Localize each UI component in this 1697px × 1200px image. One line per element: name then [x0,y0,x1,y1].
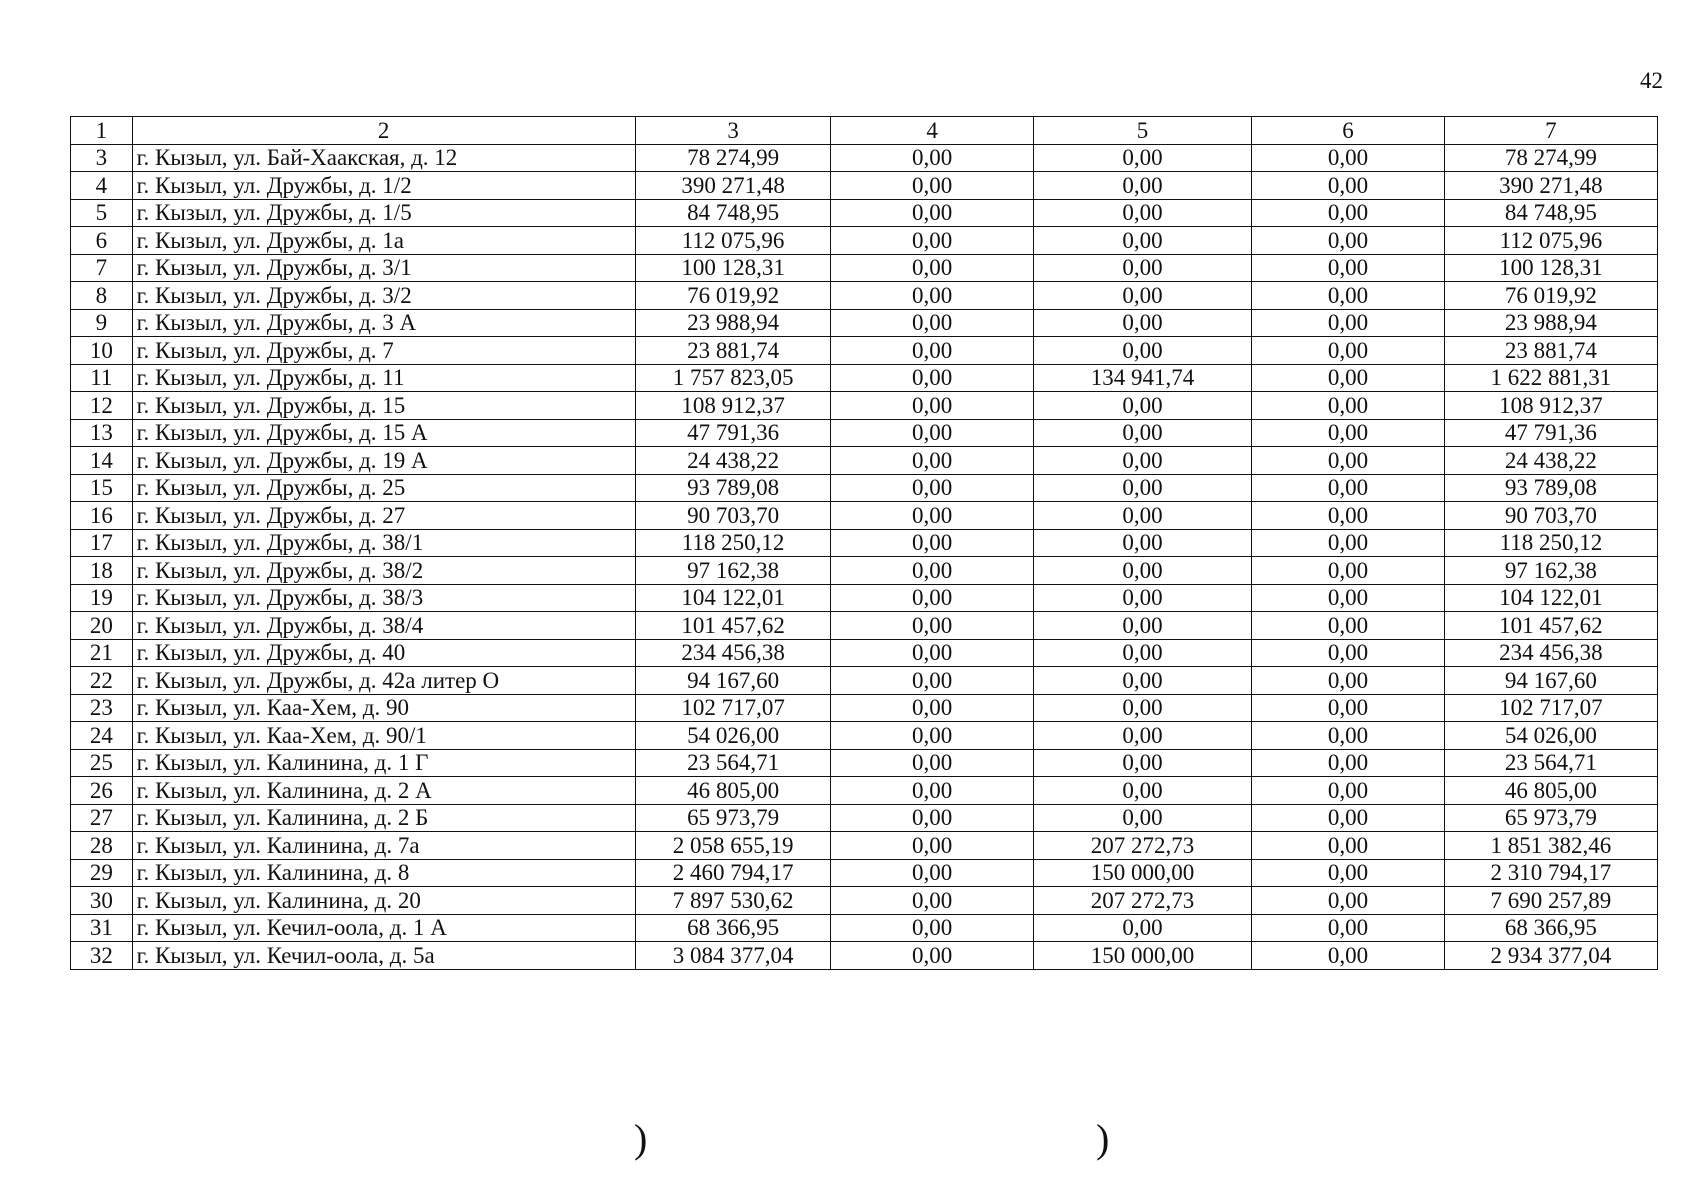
col5-cell: 0,00 [1033,282,1252,310]
address-cell: г. Кызыл, ул. Дружбы, д. 3/1 [132,254,635,282]
col6-cell: 0,00 [1252,419,1445,447]
col5-cell: 0,00 [1033,309,1252,337]
row-number-cell: 23 [71,694,133,722]
col3-cell: 84 748,95 [635,199,831,227]
col7-cell: 2 310 794,17 [1444,859,1657,887]
table-row [71,502,1658,530]
col5-cell: 0,00 [1033,612,1252,640]
col6-cell: 0,00 [1252,914,1445,942]
address-cell: г. Кызыл, ул. Дружбы, д. 38/1 [132,529,635,557]
table-row [71,777,1658,805]
col5-cell: 0,00 [1033,557,1252,585]
address-cell: г. Кызыл, ул. Калинина, д. 20 [132,887,635,915]
table-row [71,832,1658,860]
row-number-cell: 28 [71,832,133,860]
col5-cell: 0,00 [1033,777,1252,805]
col5-cell: 0,00 [1033,804,1252,832]
col7-cell: 65 973,79 [1444,804,1657,832]
col3-cell: 23 881,74 [635,337,831,365]
col4-cell: 0,00 [831,832,1033,860]
col5-cell: 207 272,73 [1033,887,1252,915]
col6-cell: 0,00 [1252,282,1445,310]
row-number-cell: 30 [71,887,133,915]
col3-cell: 3 084 377,04 [635,942,831,970]
address-cell: г. Кызыл, ул. Дружбы, д. 38/3 [132,584,635,612]
table-row [71,392,1658,420]
address-cell: г. Кызыл, ул. Дружбы, д. 1/2 [132,172,635,200]
col4-cell: 0,00 [831,777,1033,805]
col5-cell: 0,00 [1033,914,1252,942]
col5-cell: 150 000,00 [1033,859,1252,887]
address-cell: г. Кызыл, ул. Кечил-оола, д. 1 А [132,914,635,942]
col7-cell: 76 019,92 [1444,282,1657,310]
address-cell: г. Кызыл, ул. Дружбы, д. 38/4 [132,612,635,640]
col6-cell: 0,00 [1252,172,1445,200]
header-cell: 1 [71,117,133,145]
col4-cell: 0,00 [831,502,1033,530]
header-cell: 2 [132,117,635,145]
col6-cell: 0,00 [1252,502,1445,530]
row-number-cell: 32 [71,942,133,970]
col4-cell: 0,00 [831,144,1033,172]
col3-cell: 118 250,12 [635,529,831,557]
col3-cell: 2 058 655,19 [635,832,831,860]
col4-cell: 0,00 [831,282,1033,310]
col4-cell: 0,00 [831,612,1033,640]
col3-cell: 7 897 530,62 [635,887,831,915]
address-cell: г. Кызыл, ул. Калинина, д. 8 [132,859,635,887]
col3-cell: 112 075,96 [635,227,831,255]
col7-cell: 97 162,38 [1444,557,1657,585]
col6-cell: 0,00 [1252,227,1445,255]
col7-cell: 46 805,00 [1444,777,1657,805]
table-row [71,144,1658,172]
row-number-cell: 29 [71,859,133,887]
col6-cell: 0,00 [1252,254,1445,282]
col6-cell: 0,00 [1252,364,1445,392]
table-row [71,612,1658,640]
col4-cell: 0,00 [831,474,1033,502]
col4-cell: 0,00 [831,722,1033,750]
row-number-cell: 15 [71,474,133,502]
table-row [71,722,1658,750]
col5-cell: 0,00 [1033,502,1252,530]
col3-cell: 23 988,94 [635,309,831,337]
col6-cell: 0,00 [1252,392,1445,420]
col7-cell: 47 791,36 [1444,419,1657,447]
col7-cell: 1 851 382,46 [1444,832,1657,860]
col4-cell: 0,00 [831,337,1033,365]
row-number-cell: 6 [71,227,133,255]
col3-cell: 93 789,08 [635,474,831,502]
col5-cell: 0,00 [1033,529,1252,557]
col4-cell: 0,00 [831,914,1033,942]
col4-cell: 0,00 [831,529,1033,557]
table-row [71,172,1658,200]
col4-cell: 0,00 [831,804,1033,832]
col7-cell: 68 366,95 [1444,914,1657,942]
row-number-cell: 18 [71,557,133,585]
col6-cell: 0,00 [1252,639,1445,667]
address-cell: г. Кызыл, ул. Каа-Хем, д. 90/1 [132,722,635,750]
address-cell: г. Кызыл, ул. Каа-Хем, д. 90 [132,694,635,722]
address-cell: г. Кызыл, ул. Дружбы, д. 3 А [132,309,635,337]
row-number-cell: 26 [71,777,133,805]
header-cell: 7 [1444,117,1657,145]
col6-cell: 0,00 [1252,529,1445,557]
col5-cell: 207 272,73 [1033,832,1252,860]
table-row [71,749,1658,777]
col4-cell: 0,00 [831,667,1033,695]
col7-cell: 7 690 257,89 [1444,887,1657,915]
address-cell: г. Кызыл, ул. Дружбы, д. 42а литер О [132,667,635,695]
row-number-cell: 12 [71,392,133,420]
col4-cell: 0,00 [831,309,1033,337]
col7-cell: 23 564,71 [1444,749,1657,777]
table-row [71,887,1658,915]
row-number-cell: 20 [71,612,133,640]
col4-cell: 0,00 [831,392,1033,420]
address-cell: г. Кызыл, ул. Дружбы, д. 3/2 [132,282,635,310]
col3-cell: 97 162,38 [635,557,831,585]
address-cell: г. Кызыл, ул. Калинина, д. 2 А [132,777,635,805]
col4-cell: 0,00 [831,254,1033,282]
col6-cell: 0,00 [1252,777,1445,805]
row-number-cell: 16 [71,502,133,530]
table-row [71,337,1658,365]
col3-cell: 54 026,00 [635,722,831,750]
col5-cell: 150 000,00 [1033,942,1252,970]
row-number-cell: 25 [71,749,133,777]
address-cell: г. Кызыл, ул. Дружбы, д. 27 [132,502,635,530]
col3-cell: 2 460 794,17 [635,859,831,887]
col4-cell: 0,00 [831,172,1033,200]
col6-cell: 0,00 [1252,584,1445,612]
row-number-cell: 10 [71,337,133,365]
table-row [71,529,1658,557]
table-row [71,914,1658,942]
col7-cell: 112 075,96 [1444,227,1657,255]
data-table [70,116,1658,970]
row-number-cell: 19 [71,584,133,612]
address-cell: г. Кызыл, ул. Дружбы, д. 11 [132,364,635,392]
col7-cell: 104 122,01 [1444,584,1657,612]
col7-cell: 390 271,48 [1444,172,1657,200]
col3-cell: 94 167,60 [635,667,831,695]
table-row [71,859,1658,887]
address-cell: г. Кызыл, ул. Дружбы, д. 1а [132,227,635,255]
col4-cell: 0,00 [831,419,1033,447]
row-number-cell: 27 [71,804,133,832]
col5-cell: 0,00 [1033,199,1252,227]
col4-cell: 0,00 [831,557,1033,585]
col3-cell: 46 805,00 [635,777,831,805]
address-cell: г. Кызыл, ул. Кечил-оола, д. 5а [132,942,635,970]
col4-cell: 0,00 [831,639,1033,667]
col7-cell: 108 912,37 [1444,392,1657,420]
col4-cell: 0,00 [831,199,1033,227]
table-row [71,804,1658,832]
col5-cell: 0,00 [1033,584,1252,612]
address-cell: г. Кызыл, ул. Дружбы, д. 15 А [132,419,635,447]
col4-cell: 0,00 [831,584,1033,612]
row-number-cell: 4 [71,172,133,200]
col7-cell: 234 456,38 [1444,639,1657,667]
address-cell: г. Кызыл, ул. Калинина, д. 7а [132,832,635,860]
col3-cell: 65 973,79 [635,804,831,832]
scan-mark: ) [1096,1116,1110,1161]
col5-cell: 0,00 [1033,227,1252,255]
col7-cell: 93 789,08 [1444,474,1657,502]
col7-cell: 78 274,99 [1444,144,1657,172]
table-row [71,557,1658,585]
col4-cell: 0,00 [831,447,1033,475]
col6-cell: 0,00 [1252,337,1445,365]
header-row [71,117,1658,145]
row-number-cell: 14 [71,447,133,475]
col3-cell: 24 438,22 [635,447,831,475]
col5-cell: 134 941,74 [1033,364,1252,392]
col6-cell: 0,00 [1252,942,1445,970]
col6-cell: 0,00 [1252,474,1445,502]
col6-cell: 0,00 [1252,749,1445,777]
col5-cell: 0,00 [1033,172,1252,200]
table-row [71,254,1658,282]
col6-cell: 0,00 [1252,832,1445,860]
table-row [71,199,1658,227]
table-row [71,282,1658,310]
col3-cell: 234 456,38 [635,639,831,667]
col4-cell: 0,00 [831,694,1033,722]
row-number-cell: 24 [71,722,133,750]
row-number-cell: 22 [71,667,133,695]
address-cell: г. Кызыл, ул. Дружбы, д. 19 А [132,447,635,475]
col4-cell: 0,00 [831,227,1033,255]
col5-cell: 0,00 [1033,419,1252,447]
col6-cell: 0,00 [1252,557,1445,585]
col3-cell: 104 122,01 [635,584,831,612]
row-number-cell: 31 [71,914,133,942]
col3-cell: 100 128,31 [635,254,831,282]
col7-cell: 102 717,07 [1444,694,1657,722]
table-row [71,227,1658,255]
page-number: 42 [1640,68,1663,93]
table-row [71,447,1658,475]
address-cell: г. Кызыл, ул. Дружбы, д. 1/5 [132,199,635,227]
col6-cell: 0,00 [1252,694,1445,722]
col6-cell: 0,00 [1252,804,1445,832]
col7-cell: 23 881,74 [1444,337,1657,365]
col7-cell: 101 457,62 [1444,612,1657,640]
row-number-cell: 8 [71,282,133,310]
table-row [71,364,1658,392]
col5-cell: 0,00 [1033,667,1252,695]
row-number-cell: 9 [71,309,133,337]
col5-cell: 0,00 [1033,722,1252,750]
address-cell: г. Кызыл, ул. Дружбы, д. 15 [132,392,635,420]
col5-cell: 0,00 [1033,447,1252,475]
col5-cell: 0,00 [1033,749,1252,777]
address-cell: г. Кызыл, ул. Дружбы, д. 25 [132,474,635,502]
col5-cell: 0,00 [1033,337,1252,365]
col3-cell: 108 912,37 [635,392,831,420]
header-cell: 5 [1033,117,1252,145]
col4-cell: 0,00 [831,859,1033,887]
col6-cell: 0,00 [1252,309,1445,337]
col4-cell: 0,00 [831,749,1033,777]
col3-cell: 102 717,07 [635,694,831,722]
col7-cell: 90 703,70 [1444,502,1657,530]
col7-cell: 2 934 377,04 [1444,942,1657,970]
col6-cell: 0,00 [1252,199,1445,227]
col6-cell: 0,00 [1252,144,1445,172]
scan-mark: ) [634,1116,648,1161]
table-row [71,309,1658,337]
address-cell: г. Кызыл, ул. Дружбы, д. 38/2 [132,557,635,585]
address-cell: г. Кызыл, ул. Бай-Хаакская, д. 12 [132,144,635,172]
table-row [71,474,1658,502]
header-cell: 3 [635,117,831,145]
col7-cell: 23 988,94 [1444,309,1657,337]
row-number-cell: 17 [71,529,133,557]
table-row [71,419,1658,447]
col5-cell: 0,00 [1033,144,1252,172]
col3-cell: 90 703,70 [635,502,831,530]
row-number-cell: 13 [71,419,133,447]
col3-cell: 1 757 823,05 [635,364,831,392]
col3-cell: 390 271,48 [635,172,831,200]
row-number-cell: 7 [71,254,133,282]
col5-cell: 0,00 [1033,392,1252,420]
col3-cell: 76 019,92 [635,282,831,310]
col7-cell: 118 250,12 [1444,529,1657,557]
col5-cell: 0,00 [1033,694,1252,722]
address-cell: г. Кызыл, ул. Дружбы, д. 7 [132,337,635,365]
col6-cell: 0,00 [1252,667,1445,695]
col6-cell: 0,00 [1252,722,1445,750]
header-cell: 4 [831,117,1033,145]
col7-cell: 94 167,60 [1444,667,1657,695]
table-row [71,942,1658,970]
table-row [71,639,1658,667]
row-number-cell: 11 [71,364,133,392]
row-number-cell: 3 [71,144,133,172]
col4-cell: 0,00 [831,942,1033,970]
col6-cell: 0,00 [1252,612,1445,640]
col6-cell: 0,00 [1252,859,1445,887]
address-cell: г. Кызыл, ул. Дружбы, д. 40 [132,639,635,667]
col4-cell: 0,00 [831,887,1033,915]
col4-cell: 0,00 [831,364,1033,392]
address-cell: г. Кызыл, ул. Калинина, д. 2 Б [132,804,635,832]
table-row [71,694,1658,722]
col6-cell: 0,00 [1252,447,1445,475]
col7-cell: 1 622 881,31 [1444,364,1657,392]
col3-cell: 78 274,99 [635,144,831,172]
col7-cell: 84 748,95 [1444,199,1657,227]
col3-cell: 23 564,71 [635,749,831,777]
row-number-cell: 5 [71,199,133,227]
col3-cell: 47 791,36 [635,419,831,447]
address-cell: г. Кызыл, ул. Калинина, д. 1 Г [132,749,635,777]
col3-cell: 68 366,95 [635,914,831,942]
col7-cell: 24 438,22 [1444,447,1657,475]
col6-cell: 0,00 [1252,887,1445,915]
col7-cell: 54 026,00 [1444,722,1657,750]
col7-cell: 100 128,31 [1444,254,1657,282]
header-cell: 6 [1252,117,1445,145]
col5-cell: 0,00 [1033,639,1252,667]
col5-cell: 0,00 [1033,474,1252,502]
row-number-cell: 21 [71,639,133,667]
col5-cell: 0,00 [1033,254,1252,282]
col3-cell: 101 457,62 [635,612,831,640]
table-row [71,584,1658,612]
table-row [71,667,1658,695]
